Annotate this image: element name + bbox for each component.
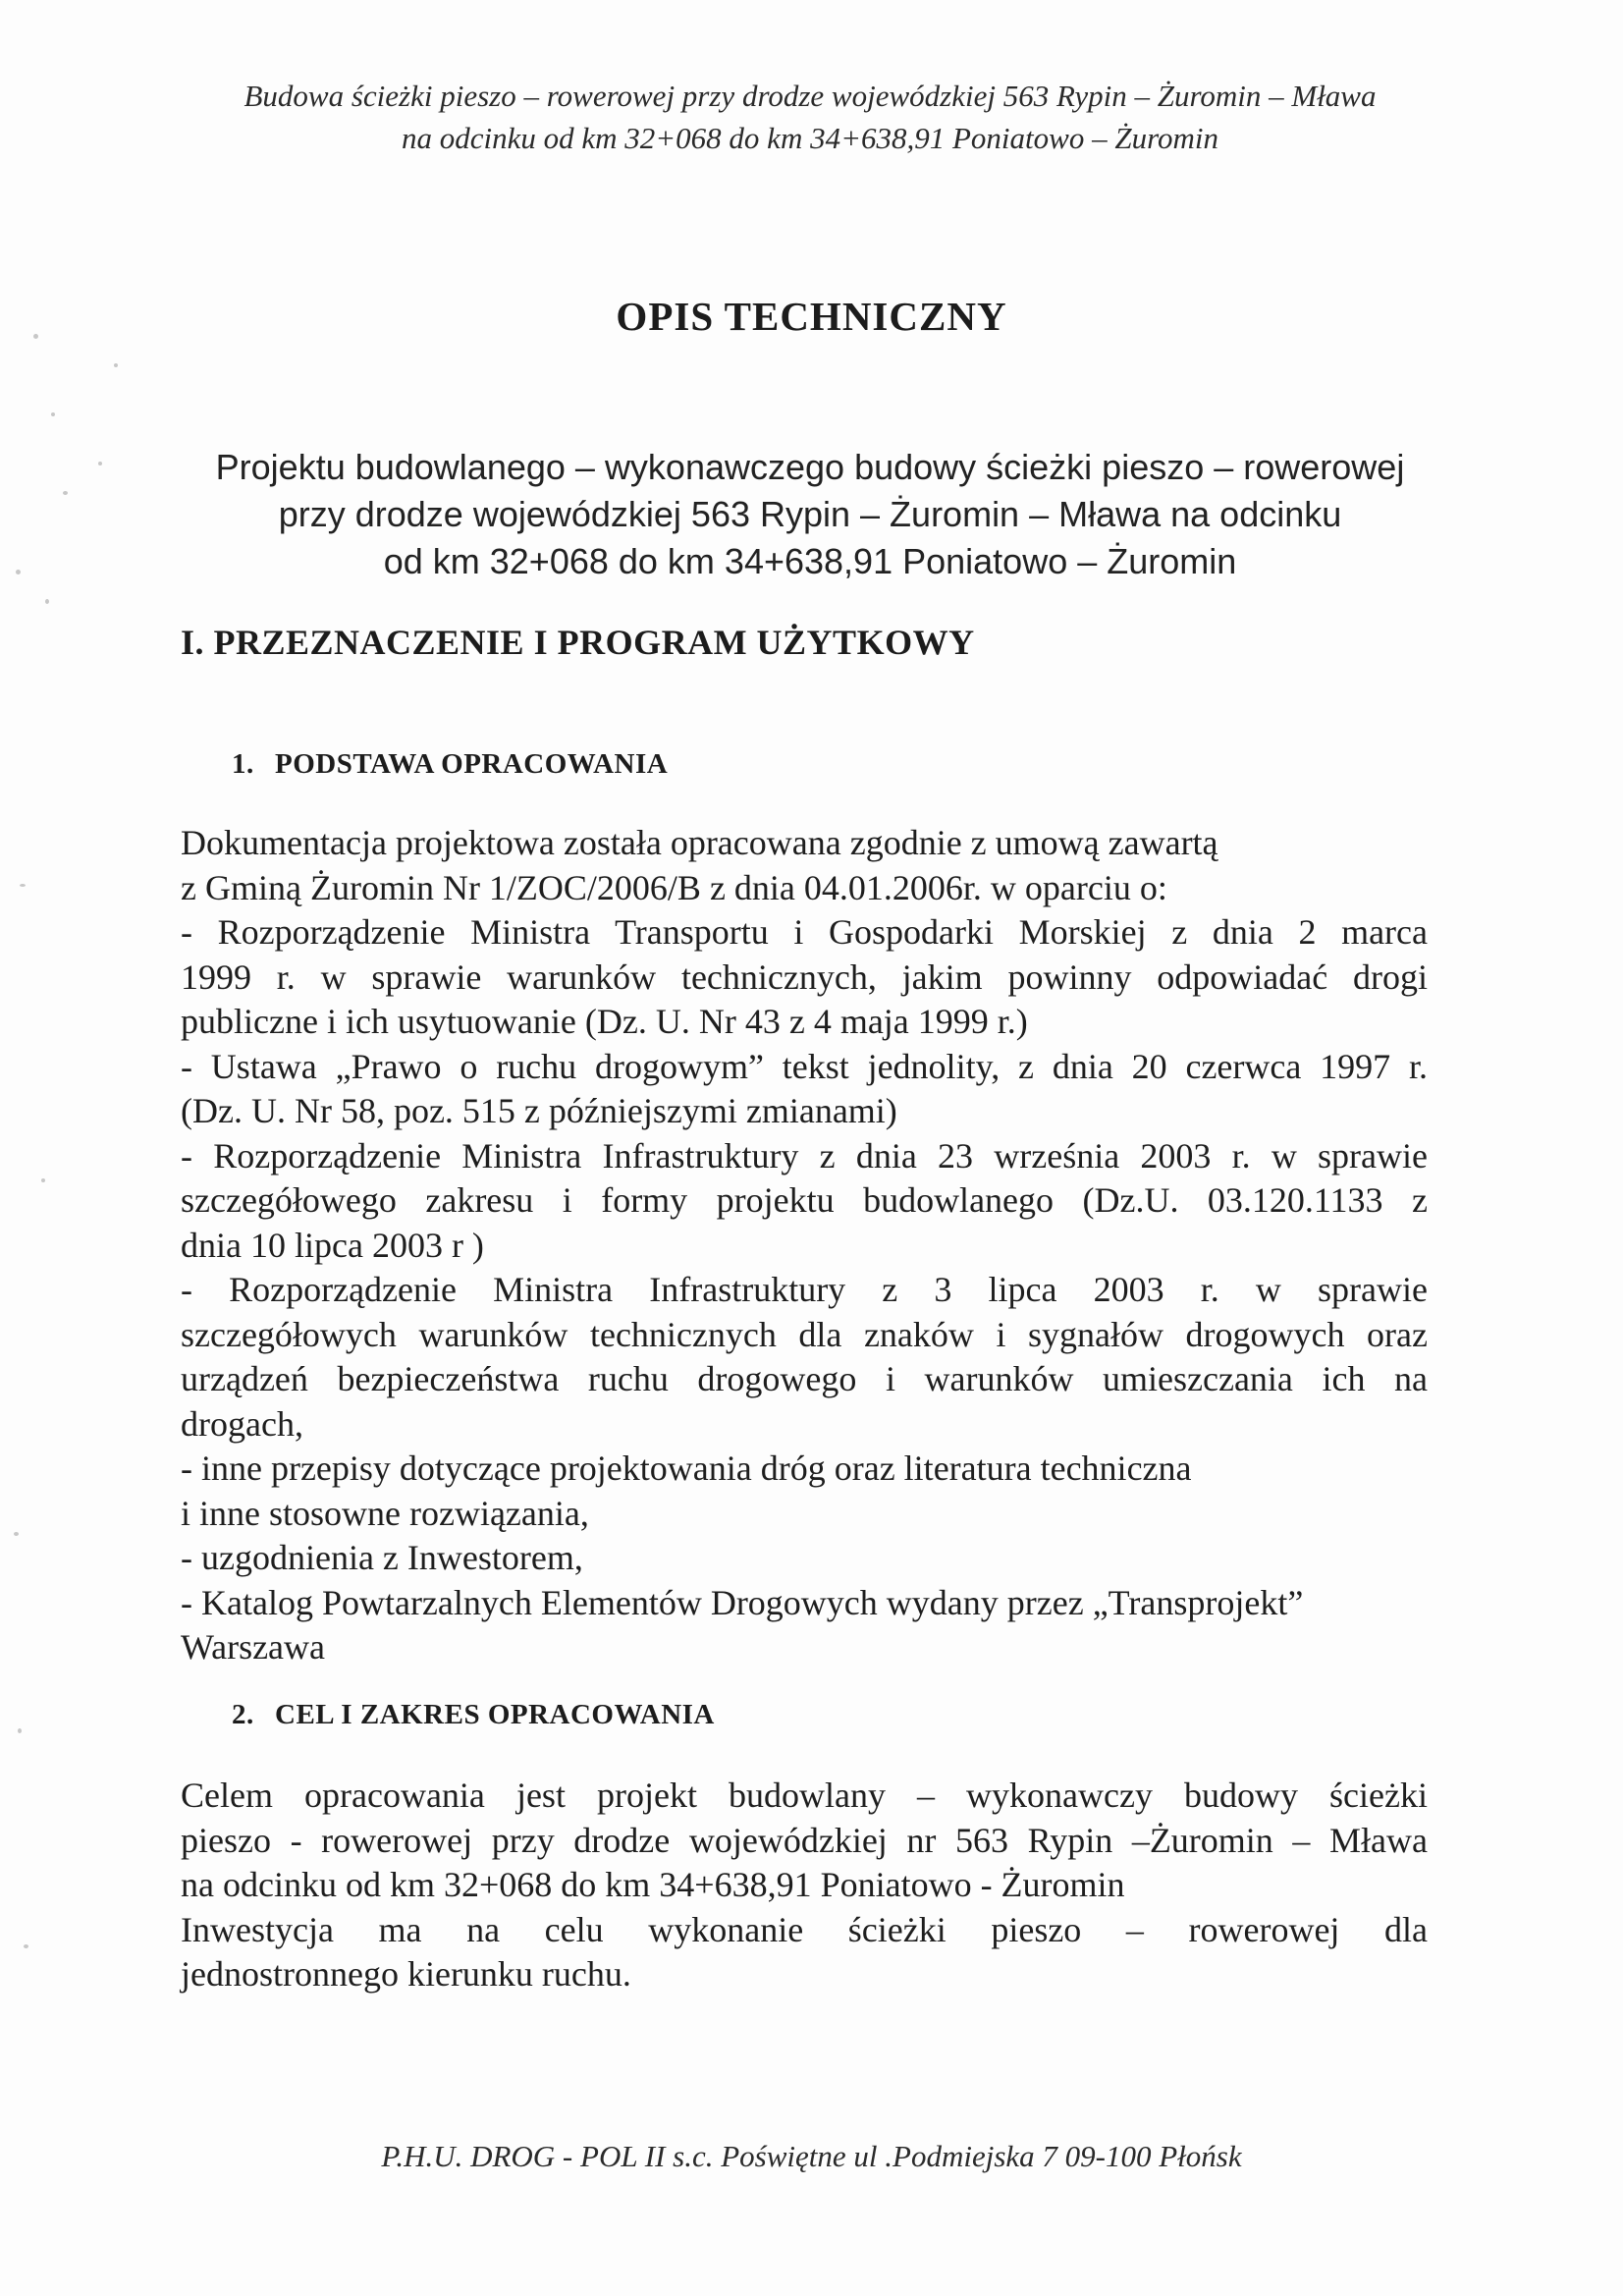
scan-speck (20, 884, 26, 887)
body-line: - inne przepisy dotyczące projektowania dróg oraz literatura techniczna (181, 1449, 1192, 1488)
subsection-1-body (181, 821, 1428, 1670)
running-header-line-1: Budowa ścieżki pieszo – rowerowej przy drodze wojewódzkiej 563 Rypin – Żuromin – Mława (243, 79, 1377, 113)
body-line: - Rozporządzenie Ministra Transportu i Gospodarki Morskiej z dnia 2 marca (181, 912, 1428, 952)
body-line: - Rozporządzenie Ministra Infrastruktury z dnia 23 września 2003 r. w sprawie (181, 1135, 1428, 1175)
document-subtitle (177, 444, 1443, 585)
scan-speck (45, 599, 49, 604)
body-line: - Ustawa „Prawo o ruchu drogowym” tekst jednolity, z dnia 20 czerwca 1997 r. (181, 1046, 1428, 1086)
scan-speck (114, 363, 118, 367)
scan-speck (18, 1728, 22, 1733)
scan-speck (16, 570, 21, 574)
body-line: i inne stosowne rozwiązania, (181, 1493, 589, 1533)
subsection-title: PODSTAWA OPRACOWANIA (275, 748, 669, 780)
body-line: Dokumentacja projektowa została opracowana zgodnie z umową zawartą (181, 823, 1218, 862)
section-heading: I. PRZEZNACZENIE I PROGRAM UŻYTKOWY (181, 623, 975, 662)
body-line: - Rozporządzenie Ministra Infrastruktury z 3 lipca 2003 r. w sprawie (181, 1270, 1428, 1309)
document-title: OPIS TECHNICZNY (616, 294, 1007, 339)
running-footer: P.H.U. DROG - POL II s.c. Poświętne ul .Podmiejska 7 09-100 Płońsk (381, 2139, 1242, 2173)
subsection-title: CEL I ZAKRES OPRACOWANIA (275, 1699, 715, 1730)
subsection-2-body (181, 1774, 1428, 1997)
body-line: urządzeń bezpieczeństwa ruchu drogowego i warunków umieszczania ich na (181, 1359, 1428, 1398)
body-line: Warszawa (181, 1627, 326, 1667)
running-header (137, 75, 1483, 159)
body-line: 1999 r. w sprawie warunków technicznych, jakim powinny odpowiadać drogi (181, 957, 1428, 997)
body-line: (Dz. U. Nr 58, poz. 515 z późniejszymi zmianami) (181, 1091, 897, 1130)
body-line: dnia 10 lipca 2003 r ) (181, 1225, 484, 1265)
body-line: szczegółowych warunków technicznych dla znaków i sygnałów drogowych oraz (181, 1314, 1428, 1354)
scan-speck (14, 1532, 19, 1536)
subsection-heading-2 (232, 1699, 715, 1731)
body-line: - uzgodnienia z Inwestorem, (181, 1538, 583, 1577)
body-line: jednostronnego kierunku ruchu. (181, 1954, 631, 1994)
scan-speck (33, 334, 38, 339)
running-header-line-2: na odcinku od km 32+068 do km 34+638,91 Poniatowo – Żuromin (401, 121, 1218, 155)
body-line: publiczne i ich usytuowanie (Dz. U. Nr 43 z 4 maja 1999 r.) (181, 1002, 1028, 1041)
body-line: - Katalog Powtarzalnych Elementów Drogowych wydany przez „Transprojekt” (181, 1582, 1304, 1622)
subtitle-line: Projektu budowlanego – wykonawczego budowy ścieżki pieszo – rowerowej (215, 447, 1405, 487)
subtitle-line: od km 32+068 do km 34+638,91 Poniatowo – Żuromin (383, 541, 1237, 581)
scan-speck (24, 1944, 28, 1948)
body-line: szczegółowego zakresu i formy projektu budowlanego (Dz.U. 03.120.1133 z (181, 1180, 1428, 1220)
body-line: Celem opracowania jest projekt budowlany – wykonawczy budowy ścieżki (181, 1776, 1428, 1815)
scan-speck (41, 1178, 45, 1182)
subsection-number: 2. (232, 1699, 254, 1730)
body-line: z Gminą Żuromin Nr 1/ZOC/2006/B z dnia 04.01.2006r. w oparciu o: (181, 867, 1167, 907)
scan-speck (98, 462, 102, 465)
subsection-number: 1. (232, 748, 254, 780)
subsection-heading-1 (232, 748, 668, 781)
body-line: drogach, (181, 1403, 303, 1444)
body-line: Inwestycja ma na celu wykonanie ścieżki pieszo – rowerowej dla (181, 1909, 1428, 1949)
body-line: pieszo - rowerowej przy drodze wojewódzkiej nr 563 Rypin –Żuromin – Mława (181, 1820, 1428, 1860)
scan-speck (63, 491, 68, 495)
scan-speck (51, 412, 55, 416)
subtitle-line: przy drodze wojewódzkiej 563 Rypin – Żuromin – Mława na odcinku (278, 494, 1342, 534)
body-line: na odcinku od km 32+068 do km 34+638,91 Poniatowo - Żuromin (181, 1865, 1125, 1904)
